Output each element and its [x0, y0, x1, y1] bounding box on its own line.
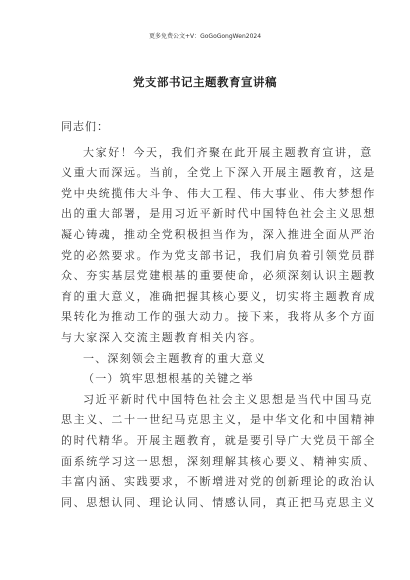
paragraph-line: 党中央统揽伟大斗争、伟大工程、伟大事业、伟大梦想作 — [61, 186, 376, 200]
header-note: 更多免费公文+V：GoGoGongWen2024 — [148, 33, 262, 40]
salutation: 同志们： — [61, 120, 109, 133]
subsection-heading: （一）筑牢思想根基的关键之举 — [83, 372, 254, 386]
document-body — [61, 117, 376, 513]
paragraph-line: 出的重大部署，是用习近平新时代中国特色社会主义思想 — [61, 207, 376, 221]
paragraph-line: 果转化为推动工作的强大动力。接下来，我将从多个方面 — [61, 310, 376, 324]
paragraph-line: 思主义、二十一世纪马克思主义，是中华文化和中国精神 — [61, 413, 376, 427]
paragraph-line: 众、夯实基层党建根基的重要使命，必须深刻认识主题教 — [61, 269, 376, 283]
paragraph-line: 党的必然要求。作为党支部书记，我们肩负着引领党员群 — [61, 248, 376, 262]
paragraph-line: 与大家深入交流主题教育相关内容。 — [61, 330, 263, 344]
paragraph-line: 面系统学习这一思想，深刻理解其核心要义、精神实质、 — [61, 454, 376, 468]
paragraph-intro — [61, 143, 376, 349]
paragraph-line: 凝心铸魂，推动全党积极担当作为，深入推进全面从严治 — [61, 227, 376, 241]
document-title: 党支部书记主题教育宣讲稿 — [133, 75, 277, 89]
paragraph-section1 — [61, 390, 376, 514]
section-heading: 一、深刻领会主题教育的重大意义 — [83, 351, 266, 365]
paragraph-line: 同、思想认同、理论认同、情感认同，真正把马克思主义 — [61, 495, 376, 509]
paragraph-line: 义重大而深远。当前，全党上下深入开展主题教育，这是 — [61, 166, 376, 180]
paragraph-line: 丰富内涵、实践要求，不断增进对党的创新理论的政治认 — [61, 475, 376, 489]
paragraph-line: 的时代精华。开展主题教育，就是要引导广大党员干部全 — [61, 433, 376, 447]
paragraph-line: 育的重大意义，准确把握其核心要义，切实将主题教育成 — [61, 289, 376, 303]
paragraph-line: 大家好！今天，我们齐聚在此开展主题教育宣讲，意 — [83, 145, 373, 159]
paragraph-line: 习近平新时代中国特色社会主义思想是当代中国马克 — [83, 392, 373, 406]
